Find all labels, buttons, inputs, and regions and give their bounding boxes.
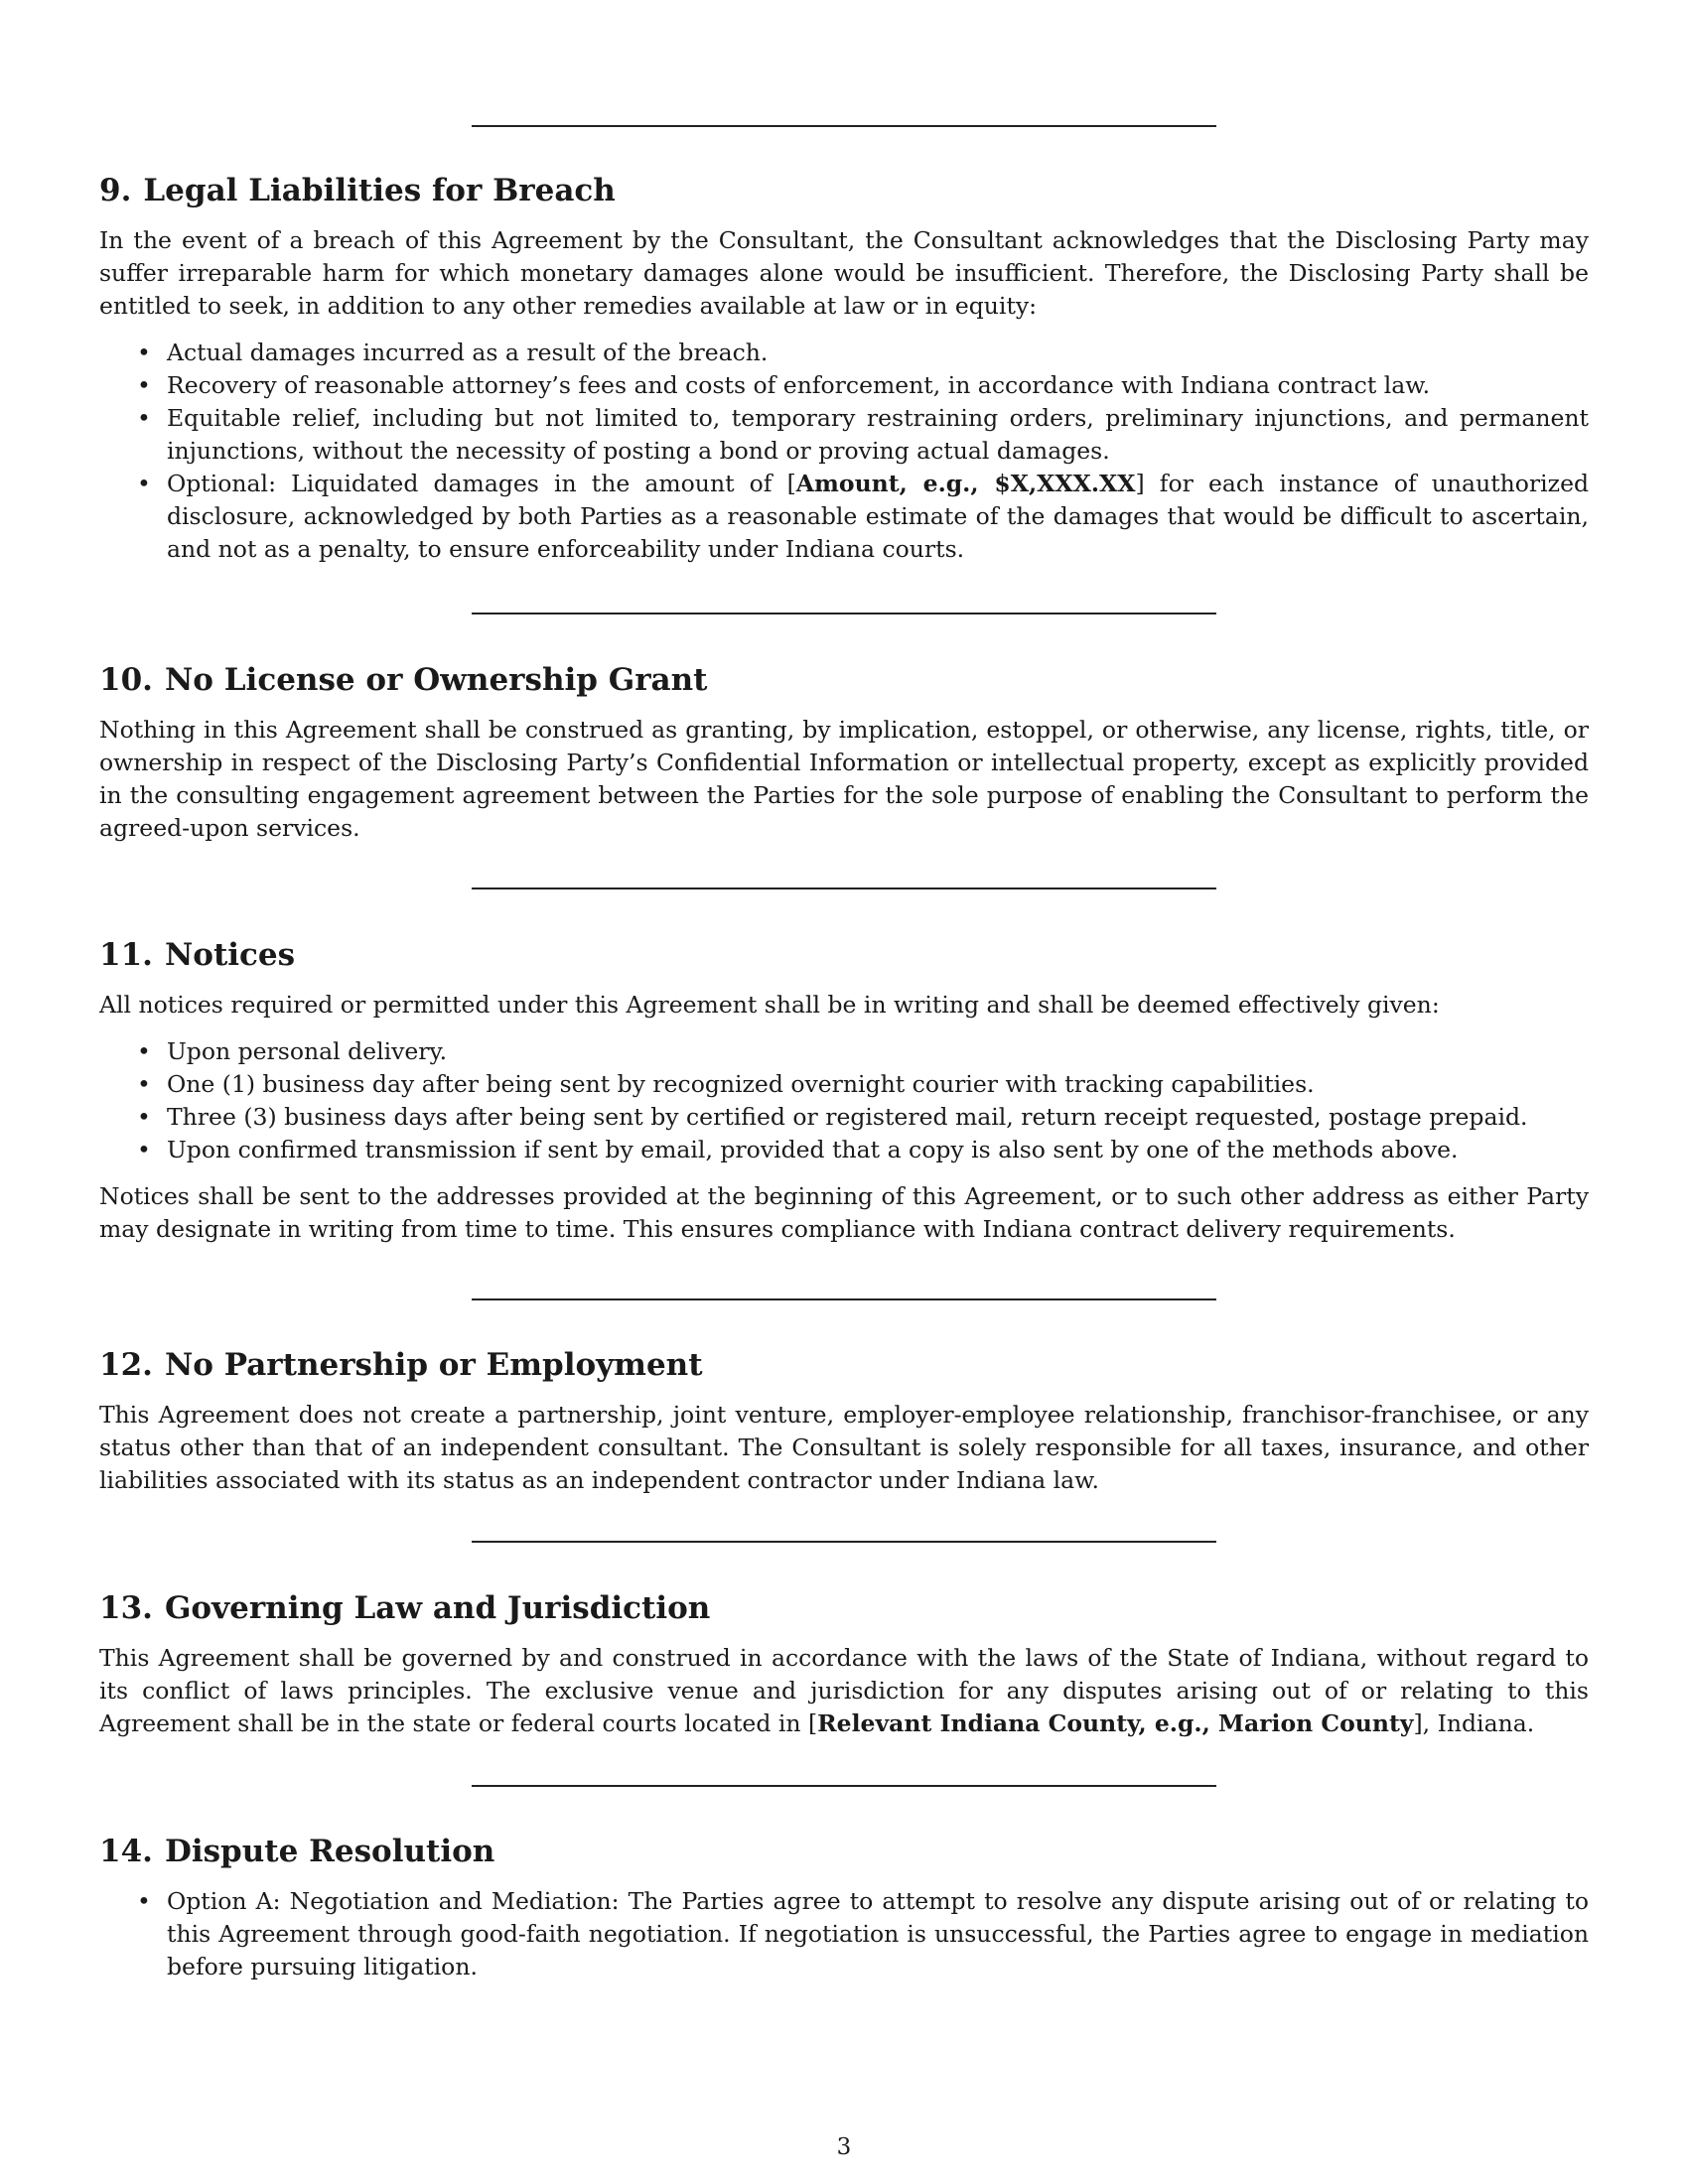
section-divider [472,1541,1216,1543]
list-item: • Upon personal delivery. [167,1035,1589,1068]
list-item: • One (1) business day after being sent by recognized overnight courier with tracking capabilities. [167,1068,1589,1101]
list-item: • Upon confirmed transmission if sent by email, provided that a copy is also sent by one of the methods above. [167,1134,1589,1166]
section-paragraph: All notices required or permitted under this Agreement shall be in writing and shall be deemed effectively given: [99,991,1440,1019]
section-divider [472,1785,1216,1787]
section-heading: 12. No Partnership or Employment [99,1347,703,1383]
section-heading: 10. No License or Ownership Grant [99,662,708,698]
section-paragraph: Notices shall be sent to the addresses provided at the beginning of this Agreement, or to such other address as either Party may designate in writing from time to time. This ensures compliance with Indiana contract delivery requirements. [99,1182,1589,1243]
document-page [99,0,1589,2184]
placeholder-county: Relevant Indiana County, e.g., Marion County [817,1709,1414,1737]
section-divider [472,887,1216,889]
bullet-list [99,337,1589,566]
list-item: • Equitable relief, including but not limited to, temporary restraining orders, preliminary injunctions, and permanent injunctions, without the necessity of posting a bond or proving actual damages. [167,402,1589,468]
section-divider [472,613,1216,614]
section-heading: 9. Legal Liabilities for Breach [99,173,616,208]
bullet-list [99,1885,1589,1983]
page-number: 3 [836,2134,852,2160]
section-divider [472,125,1216,127]
section-12 [99,1345,1589,1497]
list-item: • Optional: Liquidated damages in the amount of [Amount, e.g., $X,XXX.XX] for each instance of unauthorized disclosure, acknowledged by both Parties as a reasonable estimate of the damages that would be difficult to ascertain, and not as a penalty, to ensure enforceability under Indiana courts. [167,468,1589,566]
section-divider [472,1298,1216,1300]
section-paragraph: Nothing in this Agreement shall be construed as granting, by implication, estoppel, or otherwise, any license, rights, title, or ownership in respect of the Disclosing Party’s Confidential Information or intellectual property, except as explicitly provided in the consulting engagement agreement between the Parties for the sole purpose of enabling the Consultant to perform the agreed-upon services. [99,716,1589,842]
placeholder-amount: Amount, e.g., $X,XXX.XX [795,470,1136,497]
section-heading: 11. Notices [99,937,296,973]
section-14 [99,1832,1589,1983]
list-item: • Actual damages incurred as a result of the breach. [167,337,1589,369]
section-paragraph: In the event of a breach of this Agreement by the Consultant, the Consultant acknowledges that the Disclosing Party may suffer irreparable harm for which monetary damages alone would be insufficient. Therefore, the Disclosing Party shall be entitled to seek, in addition to any other remedies available at law or in equity: [99,226,1589,320]
section-paragraph: This Agreement shall be governed by and construed in accordance with the laws of the State of Indiana, without regard to its conflict of laws principles. The exclusive venue and jurisdiction for any disputes arising out of or relating to this Agreement shall be in the state or federal courts located in [Relevant Indiana County, e.g., Marion County], Indiana. [99,1644,1589,1737]
section-heading: 14. Dispute Resolution [99,1834,495,1869]
section-9 [99,171,1589,566]
list-item: • Three (3) business days after being sent by certified or registered mail, return receipt requested, postage prepaid. [167,1101,1589,1134]
section-13 [99,1588,1589,1740]
list-item: • Recovery of reasonable attorney’s fees and costs of enforcement, in accordance with Indiana contract law. [167,369,1589,402]
section-paragraph: This Agreement does not create a partnership, joint venture, employer-employee relationship, franchisor-franchisee, or any status other than that of an independent consultant. The Consultant is solely responsible for all taxes, insurance, and other liabilities associated with its status as an independent contractor under Indiana law. [99,1401,1589,1494]
section-11 [99,935,1589,1246]
section-heading: 13. Governing Law and Jurisdiction [99,1590,711,1626]
section-10 [99,660,1589,845]
bullet-list [99,1035,1589,1166]
list-item: • Option A: Negotiation and Mediation: The Parties agree to attempt to resolve any dispute arising out of or relating to this Agreement through good-faith negotiation. If negotiation is unsuccessful, the Parties agree to engage in mediation before pursuing litigation. [167,1885,1589,1983]
